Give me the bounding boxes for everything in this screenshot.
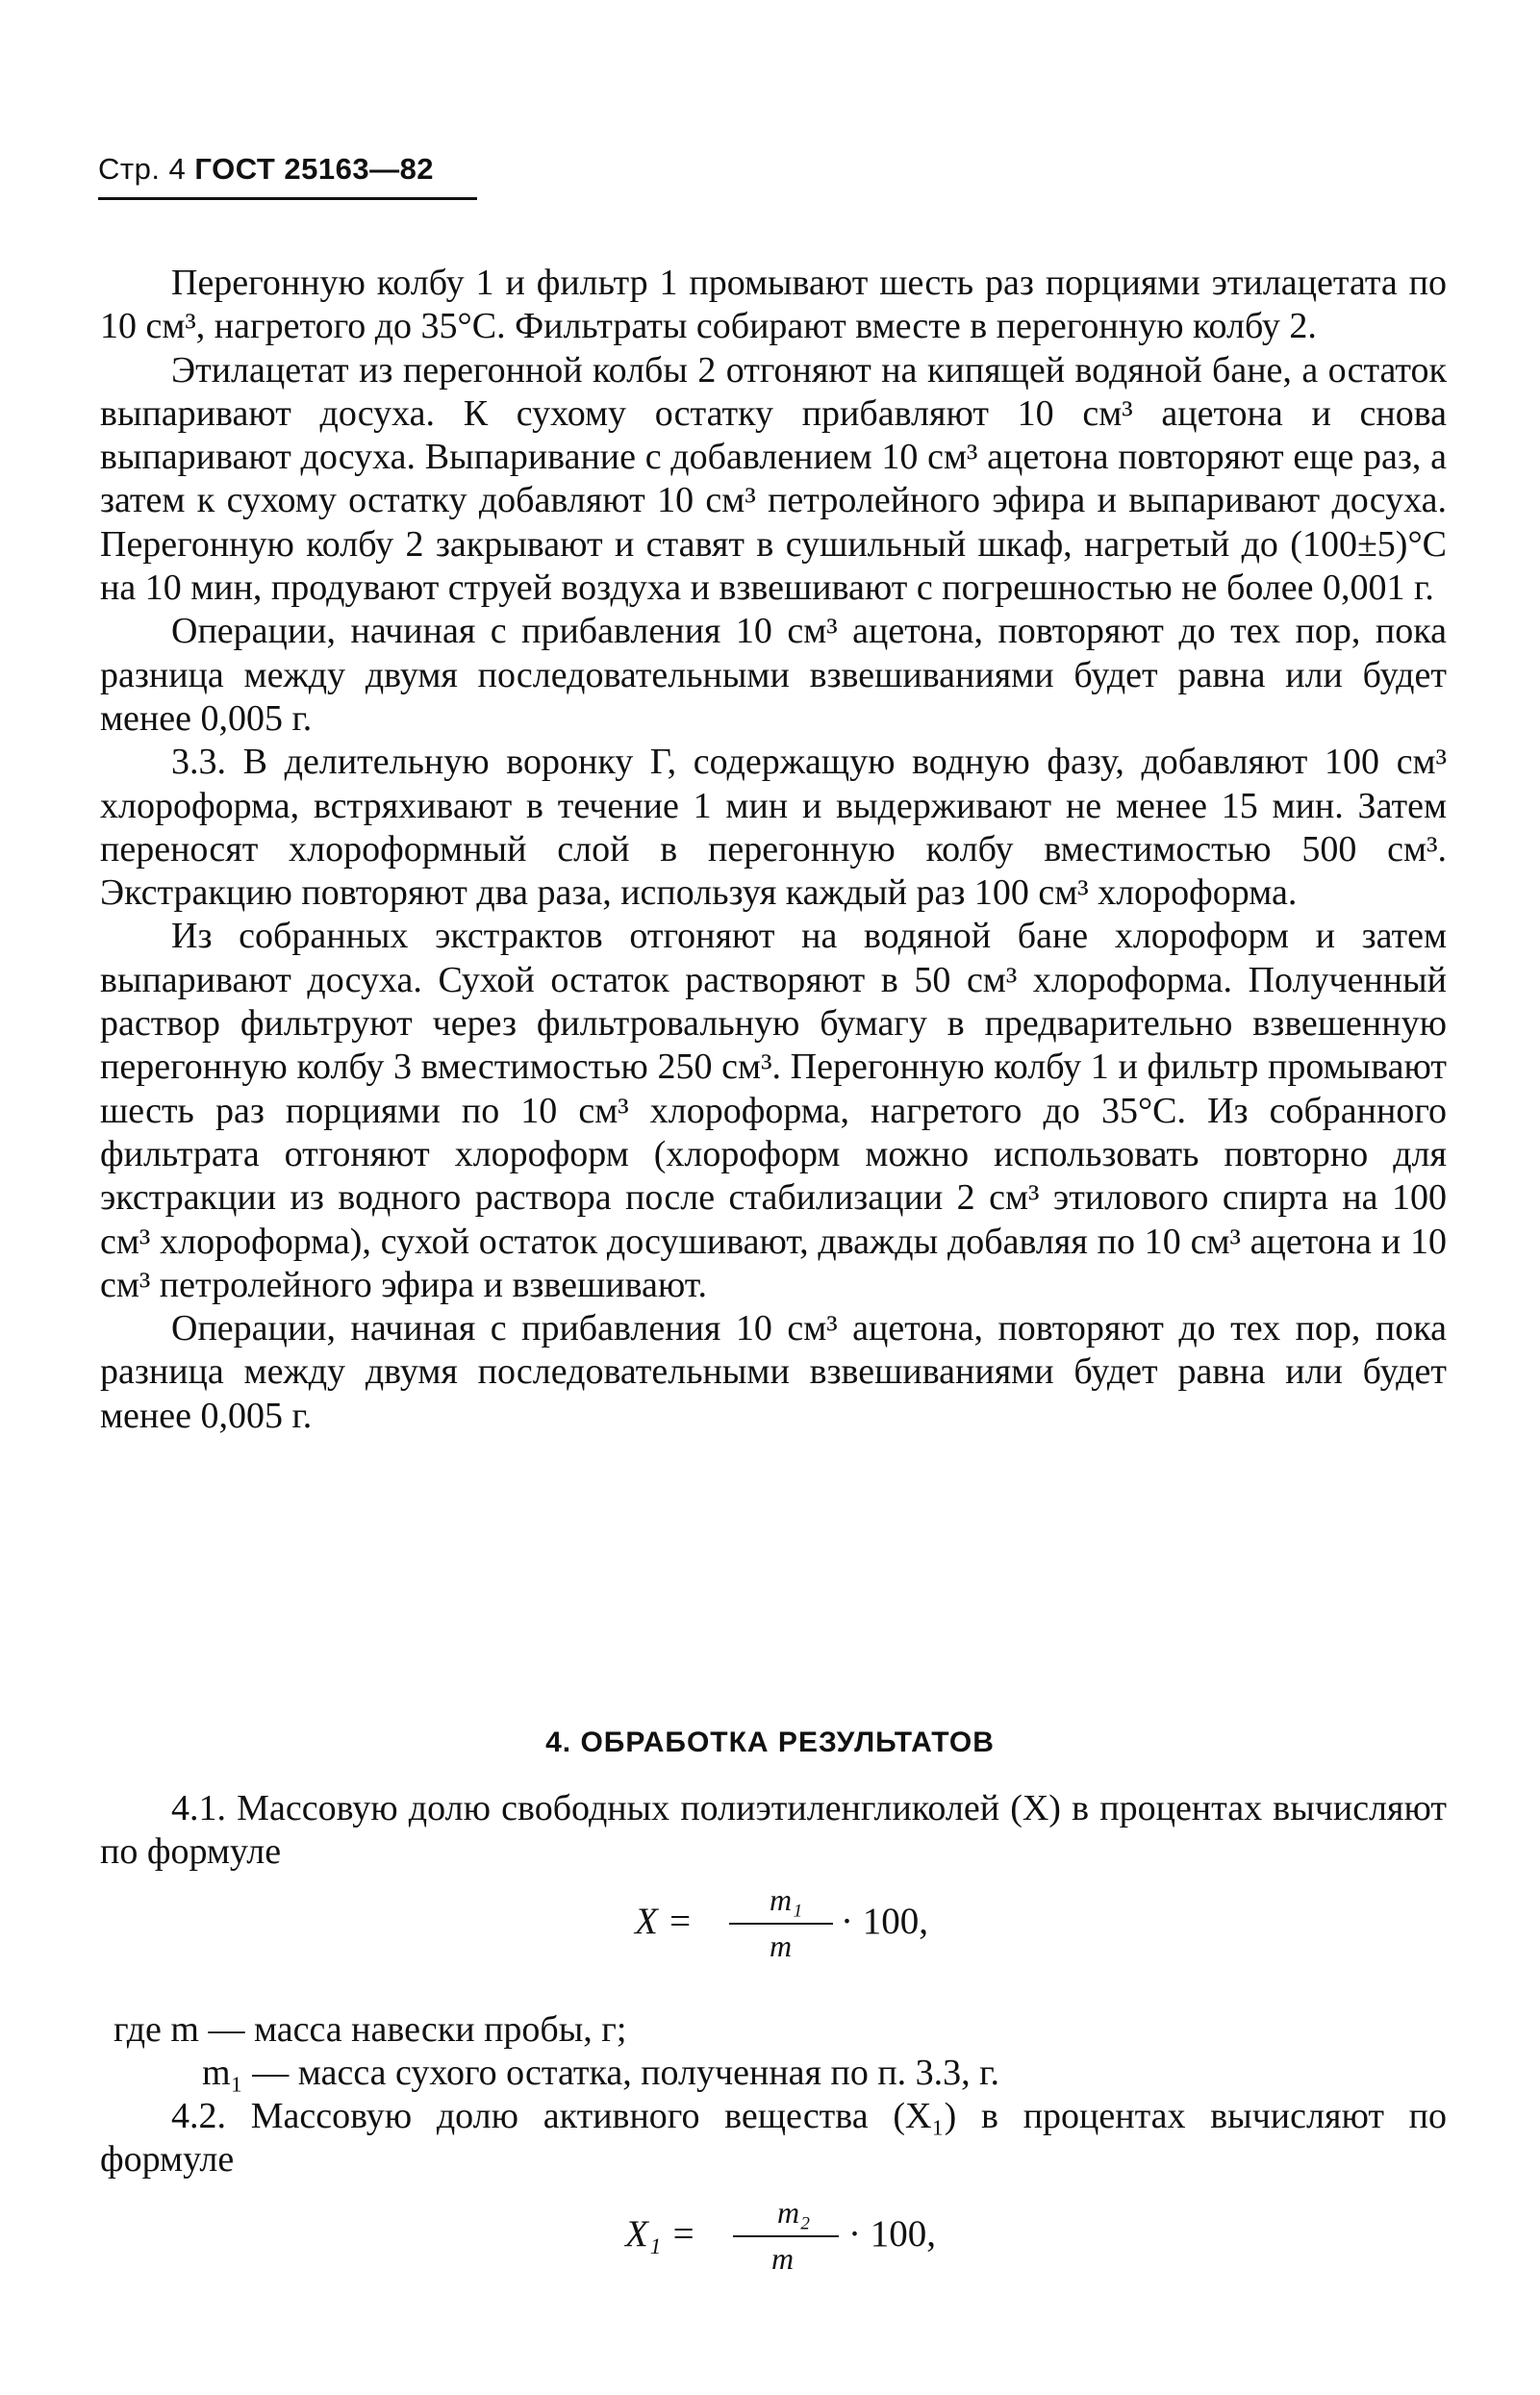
section-text-2 — [100, 2095, 1447, 2182]
formula-1-denominator: m — [770, 1929, 793, 1963]
paragraph: Перегонную колбу 1 и фильтр 1 промывают шесть раз порциями этилацетата по 10 см³, нагретого до 35°С. Фильтраты собирают вместе в перегонную колбу 2. — [100, 263, 1447, 347]
section-title: 4. ОБРАБОТКА РЕЗУЛЬТАТОВ — [545, 1727, 995, 1758]
paragraph: Этилацетат из перегонной колбы 2 отгоняют на кипящей водяной бане, а остаток выпаривают досуха. К сухому остатку прибавляют 10 см³ ацетона и снова выпаривают досуха. Выпаривание с добавлением 10 см³ ацетона повторяют еще раз, а затем к сухому остатку добавляют 10 см³ петролейного эфира и выпаривают досуха. Перегонную колбу 2 закрывают и ставят в сушильный шкаф, нагретый до (100±5)°С на 10 мин, продувают струей воздуха и взвешивают с погрешностью не более 0,001 г. — [100, 349, 1447, 609]
formula-2-fraction-bar — [733, 2235, 839, 2237]
page-number: Стр. 4 — [98, 152, 187, 186]
formula-1-fraction-bar — [729, 1923, 833, 1925]
standard-code: ГОСТ 25163—82 — [194, 152, 435, 186]
header-rule — [98, 197, 477, 200]
section-text — [100, 1787, 1447, 1875]
body-text — [100, 262, 1447, 1438]
paragraph: Операции, начиная с прибавления 10 см³ ацетона, повторяют до тех пор, пока разница между двумя последовательными взвешиваниями будет равна или будет менее 0,005 г. — [100, 1308, 1447, 1436]
paragraph-4-1: 4.1. Массовую долю свободных полиэтиленгликолей (X) в процентах вычисляют по формуле — [100, 1788, 1447, 1873]
paragraph: Операции, начиная с прибавления 10 см³ ацетона, повторяют до тех пор, пока разница между двумя последовательными взвешиваниями будет равна или будет менее 0,005 г. — [100, 611, 1447, 739]
formula-2-numerator: m₂ — [777, 2195, 811, 2230]
paragraph: 3.3. В делительную воронку Г, содержащую водную фазу, добавляют 100 см³ хлороформа, встряхивают в течение 1 мин и выдерживают не менее 15 мин. Затем переносят хлороформный слой в перегонную колбу вместимостью 500 см³. Экстракцию повторяют два раза, используя каждый раз 100 см³ хлороформа. — [100, 742, 1447, 914]
paragraph-4-2: 4.2. Массовую долю активного вещества (X₁) в процентах вычисляют по формуле — [100, 2096, 1447, 2181]
formula-1-rhs: · 100, — [841, 1901, 928, 1942]
formula-2-lhs: X₁ = — [625, 2213, 696, 2255]
page-header — [98, 152, 434, 187]
paragraph: Из собранных экстрактов отгоняют на водяной бане хлороформ и затем выпаривают досуха. Сухой остаток растворяют в 50 см³ хлороформа. Полученный раствор фильтруют через фильтровальную бумагу в предварительно взвешенную перегонную колбу 3 вместимостью 250 см³. Перегонную колбу 1 и фильтр промывают шесть раз порциями по 10 см³ хлороформа, нагретого до 35°С. Из собранного фильтрата отгоняют хлороформ (хлороформ можно использовать повторно для экстракции из водного раствора после стабилизации 2 см³ этилового спирта на 100 см³ хлороформа), сухой остаток досушивают, дважды добавляя по 10 см³ ацетона и 10 см³ петролейного эфира и взвешивают. — [100, 916, 1447, 1305]
where-m: где m — масса навески пробы, г; — [114, 2009, 627, 2050]
formula-1-lhs: X = — [635, 1901, 693, 1942]
formula-2-denominator: m — [771, 2241, 795, 2276]
where-m1: m₁ — масса сухого остатка, полученная по п. 3.3, г. — [202, 2053, 999, 2093]
formula-2-rhs: · 100, — [848, 2213, 936, 2255]
formula-1-numerator: m₁ — [770, 1882, 803, 1917]
